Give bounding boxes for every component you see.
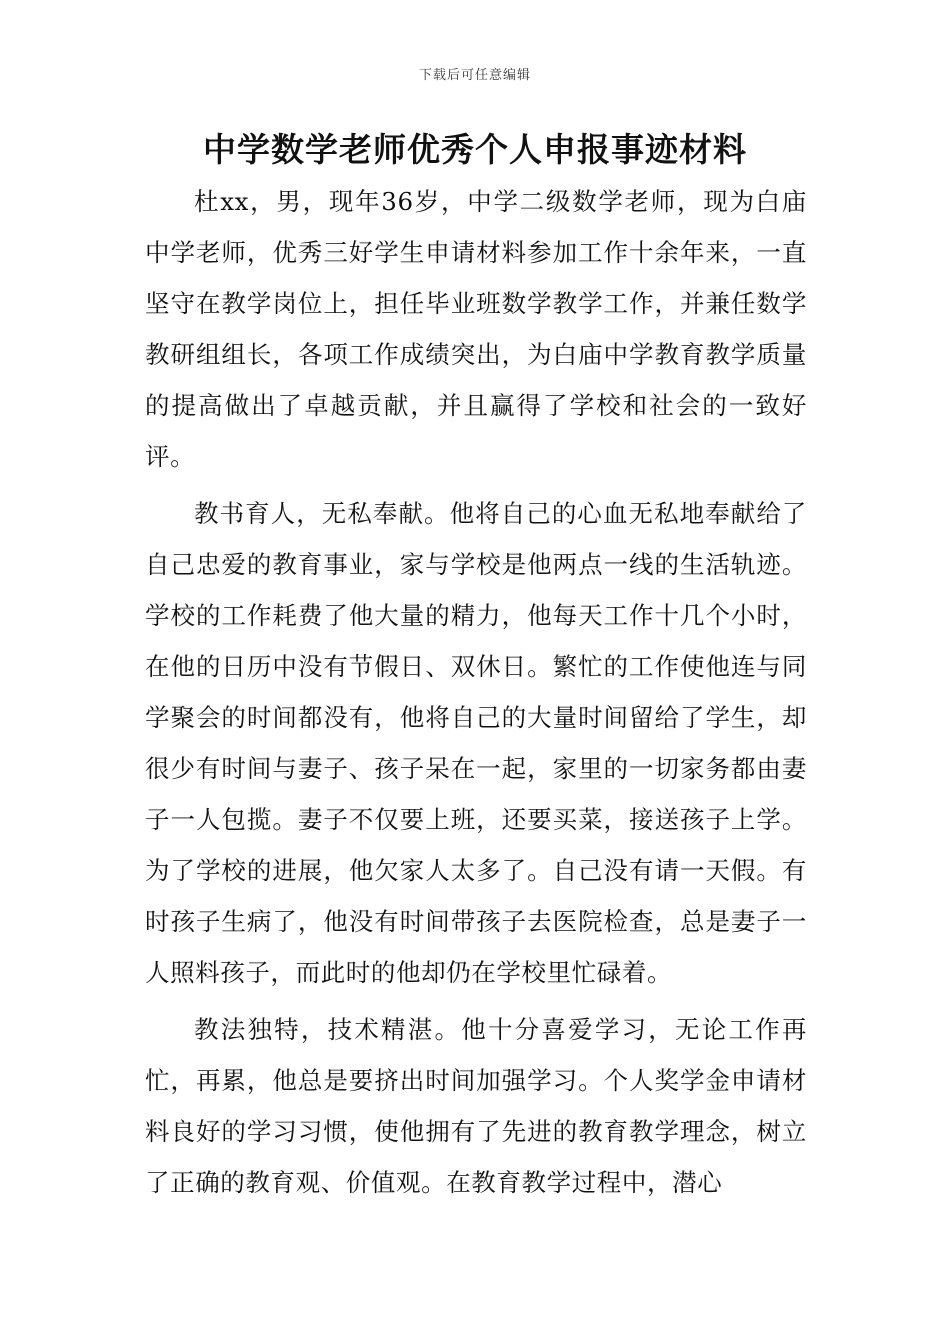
document-body [145,176,807,1214]
paragraph-intro: 杜xx，男，现年36岁，中学二级数学老师，现为白庙中学老师，优秀三好学生申请材料参加工作十余年来，一直坚守在教学岗位上，担任毕业班数学教学工作，并兼任数学教研组组长，各项工作成绩突出，为白庙中学教育教学质量的提高做出了卓越贡献，并且赢得了学校和社会的一致好评。 [145,187,807,471]
header-note: 下载后可任意编辑 [418,68,531,83]
paragraph-dedication: 教书育人，无私奉献。他将自己的心血无私地奉献给了自己忠爱的教育事业，家与学校是他两点一线的生活轨迹。学校的工作耗费了他大量的精力，他每天工作十几个小时，在他的日历中没有节假日、双休日。繁忙的工作使他连与同学聚会的时间都没有，他将自己的大量时间留给了学生，却很少有时间与妻子、孩子呆在一起，家里的一切家务都由妻子一人包揽。妻子不仅要上班，还要买菜，接送孩子上学。为了学校的进展，他欠家人太多了。自己没有请一天假。有时孩子生病了，他没有时间带孩子去医院检查，总是妻子一人照料孩子，而此时的他却仍在学校里忙碌着。 [145,499,807,987]
paragraph-teaching-method: 教法独特，技术精湛。他十分喜爱学习，无论工作再忙，再累，他总是要挤出时间加强学习。个人奖学金申请材料良好的学习习惯，使他拥有了先进的教育教学理念，树立了正确的教育观、价值观。在教育教学过程中，潜心 [145,1015,807,1197]
document-title: 中学数学老师优秀个人申报事迹材料 [203,130,747,169]
